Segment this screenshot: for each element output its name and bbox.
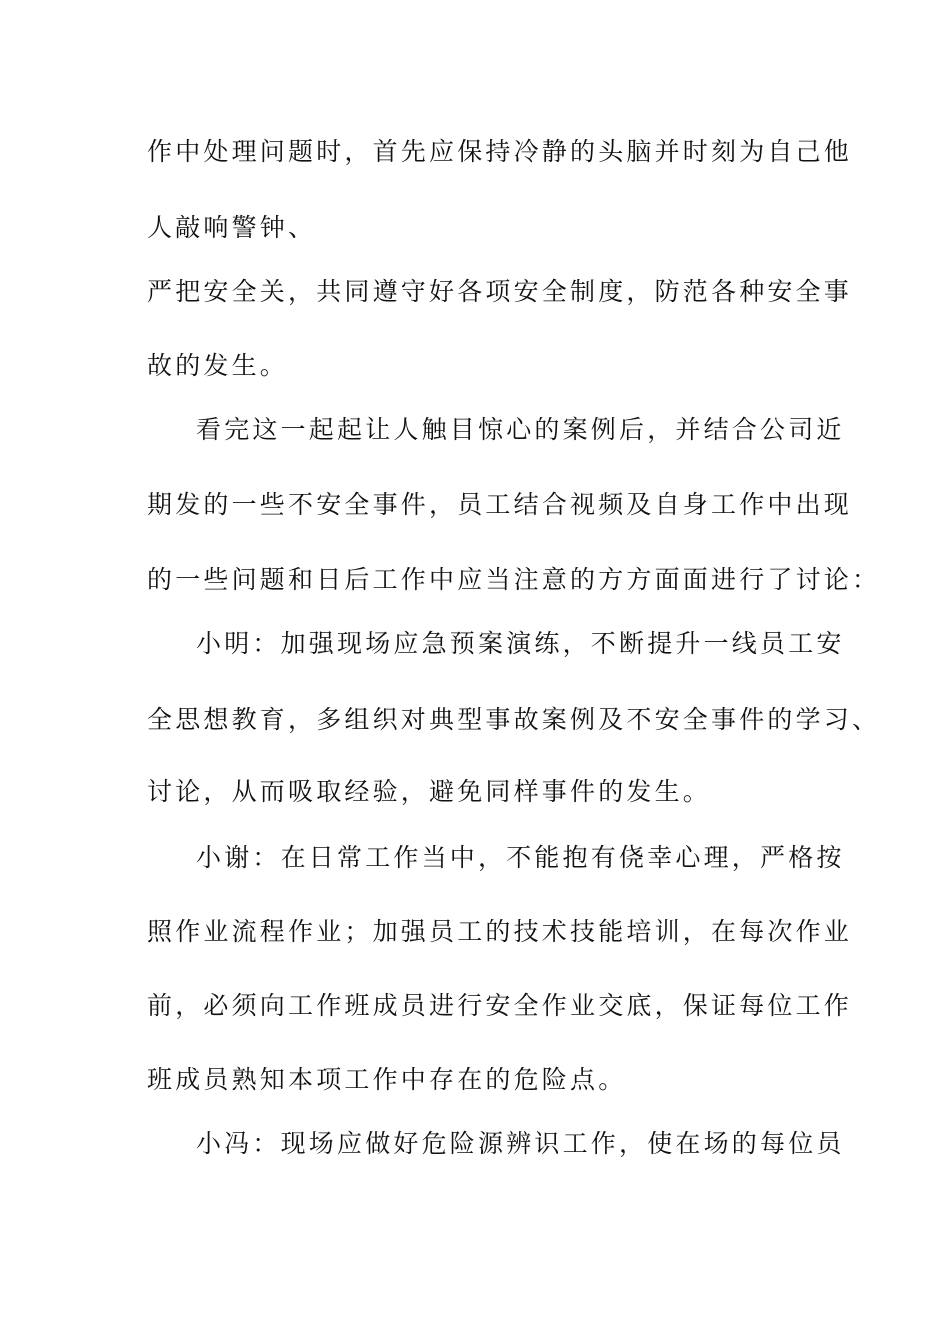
- text-line: 讨论，从而吸取经验，避免同样事件的发生。: [147, 777, 712, 806]
- text-line: 前，必须向工作班成员进行安全作业交底，保证每位工作: [147, 991, 853, 1020]
- text-line: 严把安全关，共同遵守好各项安全制度，防范各种安全事: [147, 277, 853, 306]
- paragraph-first-line: 小谢：在日常工作当中，不能抱有侥幸心理，严格按: [196, 843, 845, 872]
- paragraph-first-line: 看完这一起起让人触目惊心的案例后，并结合公司近: [196, 415, 845, 444]
- paragraph-first-line: 小冯：现场应做好危险源辨识工作，使在场的每位员: [196, 1129, 845, 1158]
- text-line: 全思想教育，多组织对典型事故案例及不安全事件的学习、: [147, 705, 881, 734]
- text-line: 的一些问题和日后工作中应当注意的方方面面进行了讨论：: [147, 565, 881, 594]
- text-line: 人敲响警钟、: [147, 213, 317, 242]
- paragraph-first-line: 小明：加强现场应急预案演练，不断提升一线员工安: [196, 629, 845, 658]
- text-line: 班成员熟知本项工作中存在的危险点。: [147, 1065, 627, 1094]
- text-line: 照作业流程作业；加强员工的技术技能培训，在每次作业: [147, 917, 853, 946]
- text-line: 故的发生。: [147, 351, 289, 380]
- text-line: 期发的一些不安全事件，员工结合视频及自身工作中出现: [147, 490, 853, 519]
- text-line: 作中处理问题时，首先应保持冷静的头脑并时刻为自己他: [147, 137, 853, 166]
